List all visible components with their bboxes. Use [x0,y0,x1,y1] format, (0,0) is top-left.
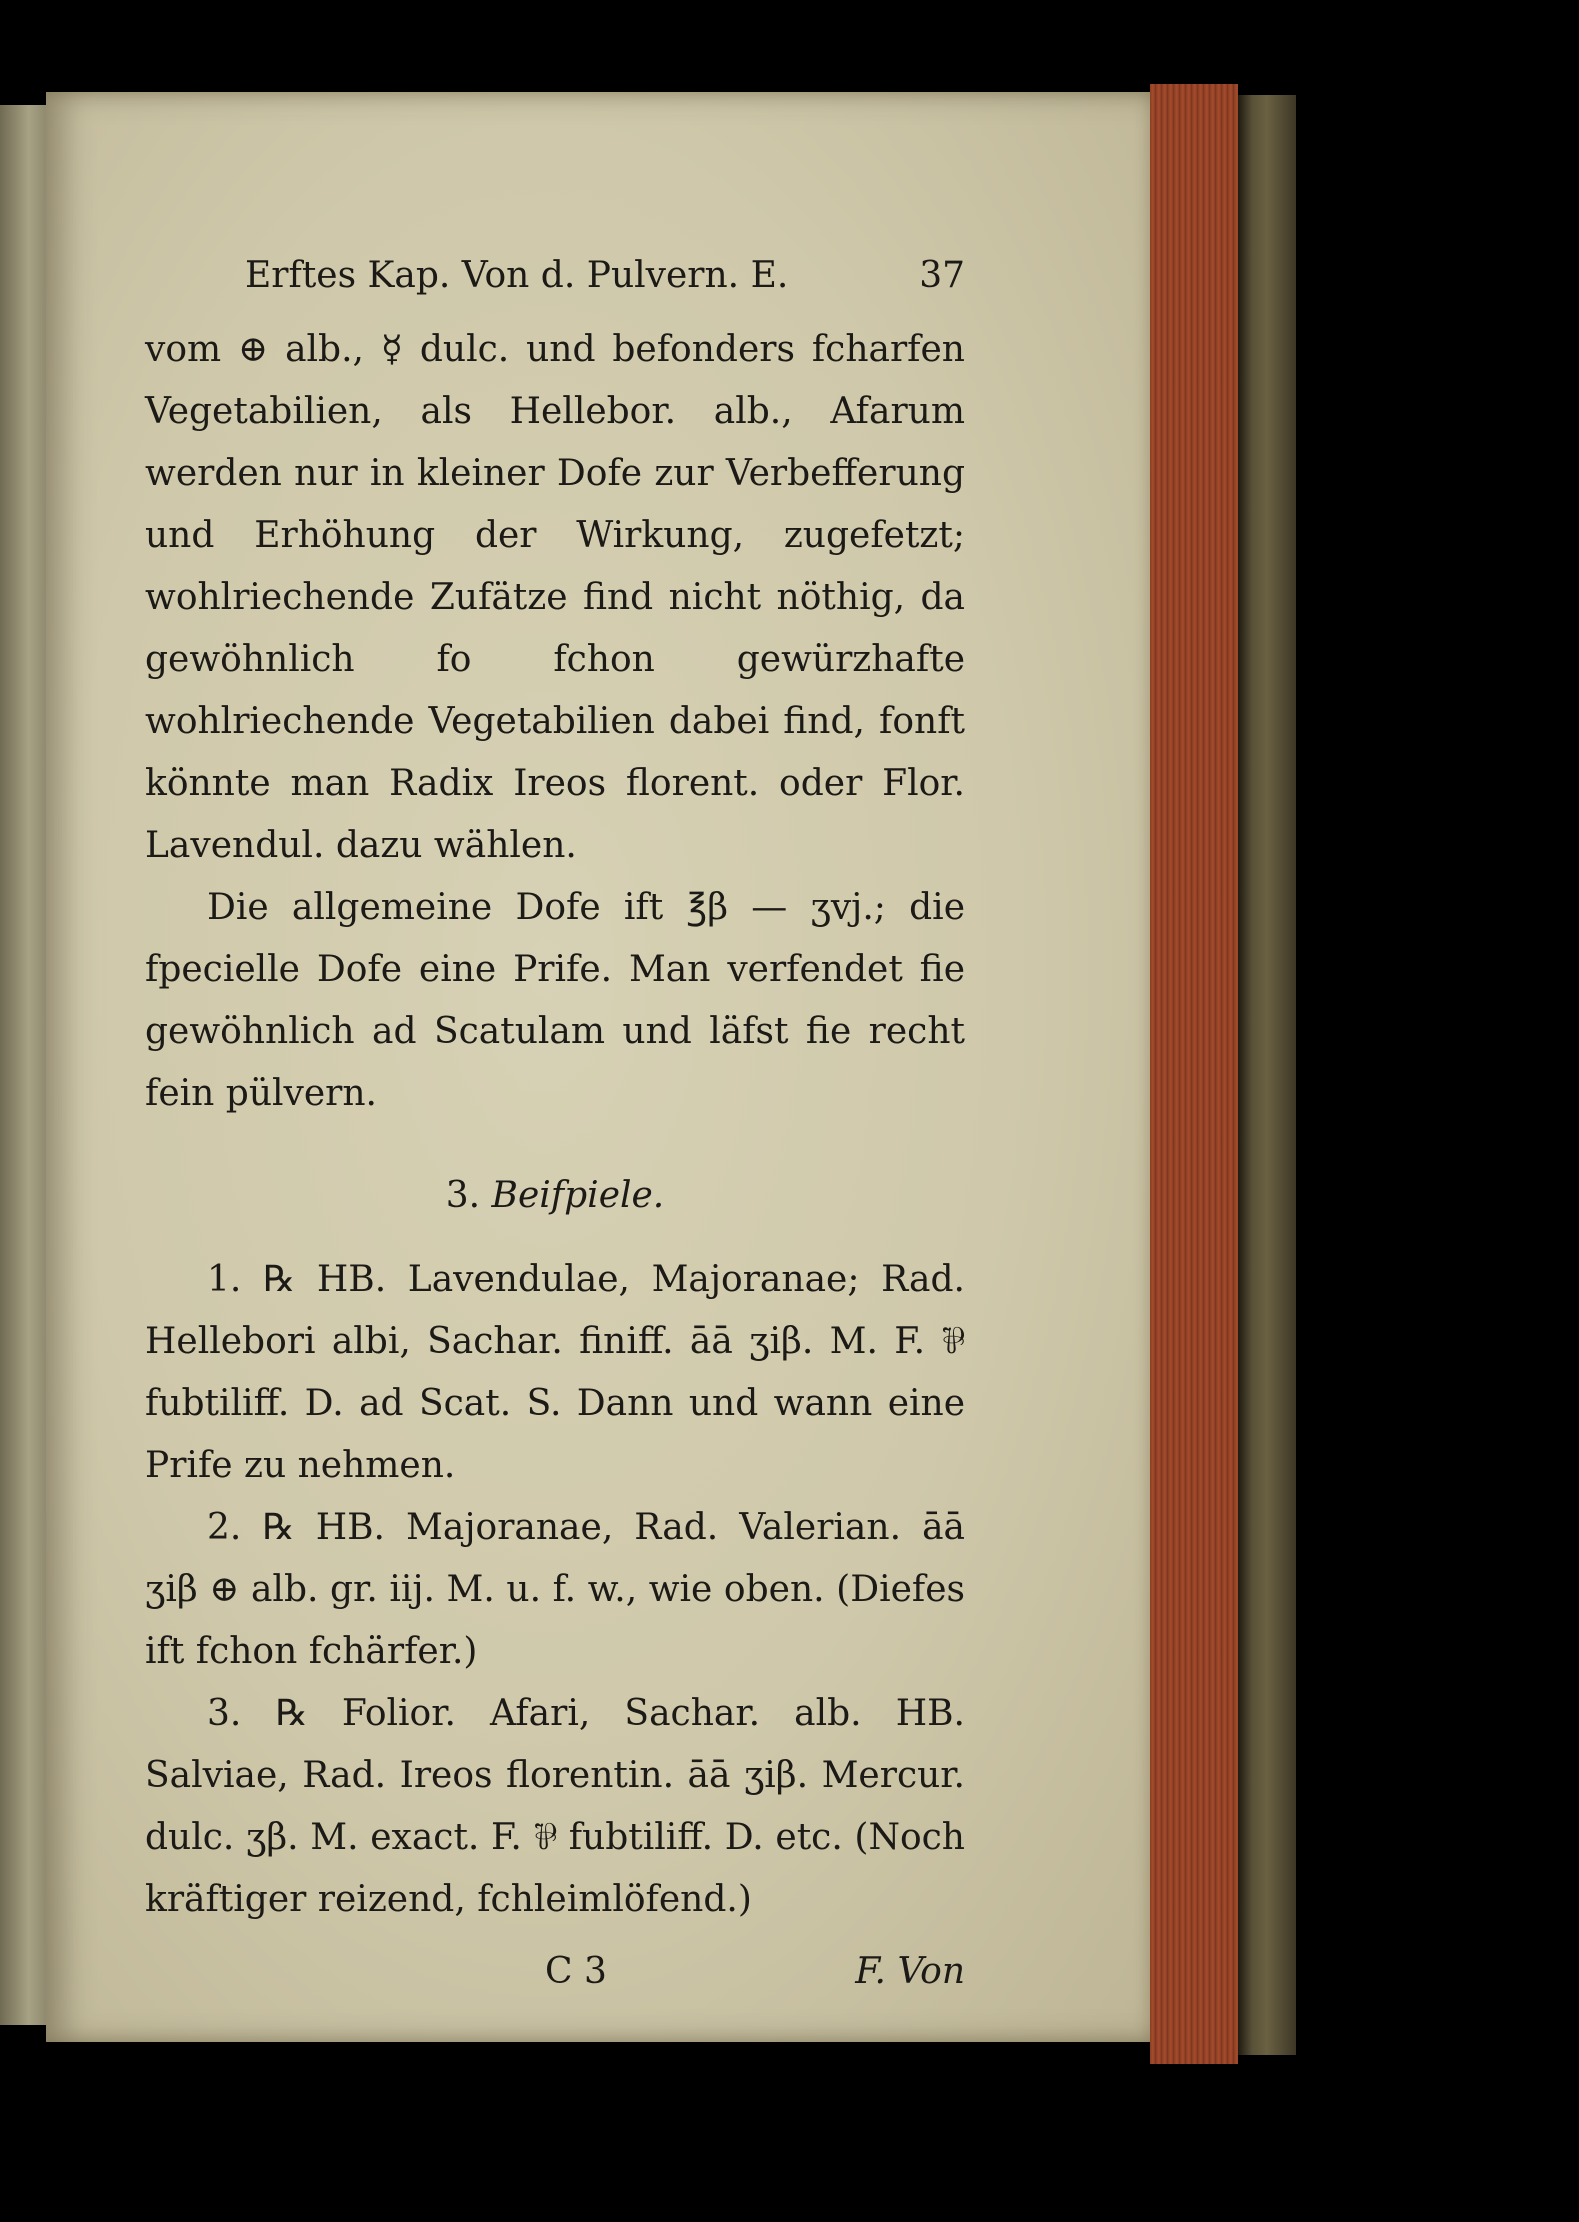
section-number: 3. [445,1175,481,1216]
catchword: F. Von [855,1951,965,1992]
example-1: 1. ℞ HB. Lavendulae, Majoranae; Rad. Hellebori albi, Sachar. finiff. āā ʒiβ. M. F. ⅌ fubtiliff. D. ad Scat. S. Dann und wann eine Prife zu nehmen. [145,1259,965,1486]
page-edges [1150,84,1238,2064]
section-heading [145,1165,965,1227]
running-title: Erftes Kap. Von d. Pulvern. E. [245,255,789,296]
paragraph-2: Die allgemeine Dofe ift ℥β — ʒvj.; die fpecielle Dofe eine Prife. Man verfendet fie gewöhnlich ad Scatulam und läfst fie recht fein pülvern. [145,887,965,1114]
running-header [145,245,965,307]
example-2: 2. ℞ HB. Majoranae, Rad. Valerian. āā ʒiβ ⊕ alb. gr. iij. M. u. f. w., wie oben. (Diefes ift fchon fchärfer.) [145,1507,965,1672]
example-3: 3. ℞ Folior. Afari, Sachar. alb. HB. Salviae, Rad. Ireos florentin. āā ʒiβ. Mercur. dulc. ʒβ. M. exact. F. ⅌ fubtiliff. D. etc. (Noch kräftiger reizend, fchleimlöfend.) [145,1693,965,1920]
page-text [145,245,965,2003]
section-title: Beifpiele. [491,1175,665,1216]
facing-page-edge [0,105,48,2025]
page-footer [145,1941,965,2003]
signature-mark: C 3 [545,1951,607,1992]
paragraph-1: vom ⊕ alb., ☿ dulc. und befonders fcharfen Vegetabilien, als Hellebor. alb., Afarum werden nur in kleiner Dofe zur Verbefferung und Erhöhung der Wirkung, zugefetzt; wohlriechende Zufätze find nicht nöthig, da gewöhnlich fo fchon gewürzhafte wohlriechende Vegetabilien dabei find, fonft könnte man Radix Ireos florent. oder Flor. Lavendul. dazu wählen. [145,329,965,866]
book-binding [1238,95,1296,2055]
page-number: 37 [919,255,965,296]
